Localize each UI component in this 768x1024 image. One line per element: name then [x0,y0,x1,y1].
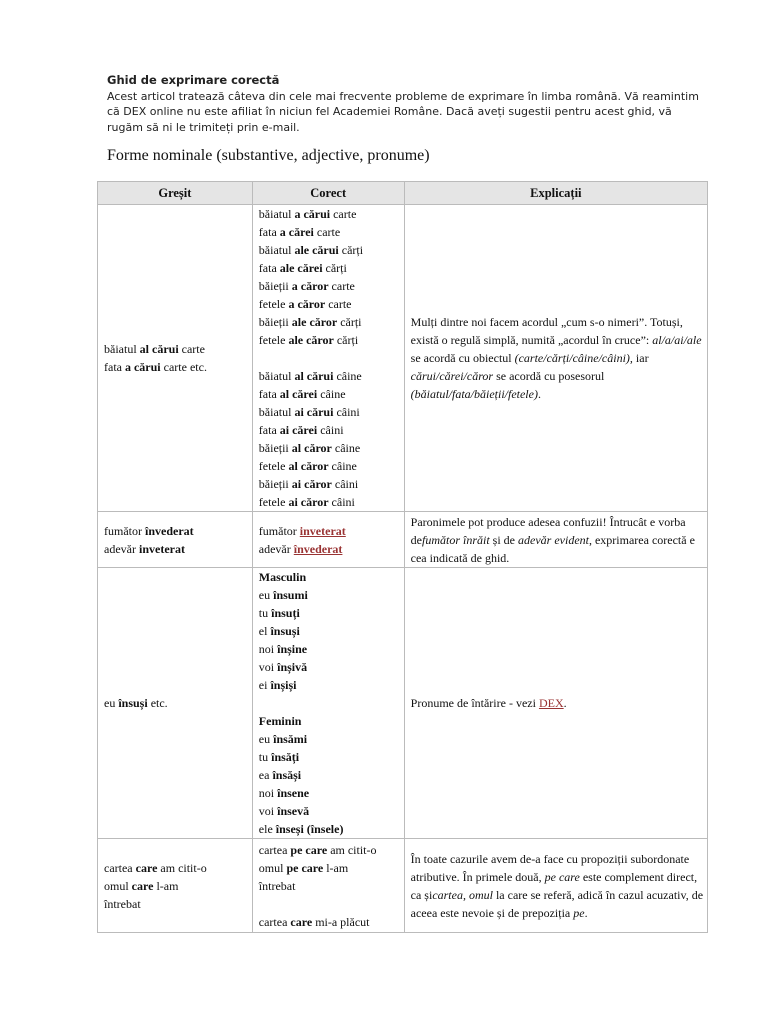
page-title: Ghid de exprimare corectă [107,73,280,87]
masculin-heading: Masculin [258,570,307,584]
gresit-line: băiatul al cărui carte [104,342,205,356]
explanation-text: Pronume de întărire - vezi DEX. [410,696,567,710]
corect-line: fata a cărei carte [258,225,341,239]
explanation-text: În toate cazurile avem de-a face cu propoziții subordonate atributive. În primele două, pe care este complement direct, ca șicartea, omul la care se referă, adică în cazul acuzativ, de aceea este nevoie și de prepoziția pe. [410,851,704,920]
corect-line: băieții al căror câine [258,441,361,455]
table-row [98,205,708,512]
column-header-gresit: Greșit [98,182,253,205]
gresit-line: omul care l-am [104,878,179,893]
dex-link[interactable]: DEX [538,696,564,710]
corect-line: fetele a căror carte [258,297,352,311]
gresit-line: eu însuși etc. [104,696,168,710]
table-row [98,839,708,933]
corect-line: eu însămi [258,732,308,746]
corect-line: fetele al căror câine [258,459,357,473]
cell-explicatii [404,205,707,512]
corect-line: noi însene [258,786,310,800]
intro-paragraph: Acest articol tratează câteva din cele mai frecvente probleme de exprimare în limba română. Vă reamintim că DEX online nu este afiliat în niciun fel Academiei Române. Dacă aveți sugestii pentru acest ghid, vă rugăm să ni le trimiteți prin e-mail. [107,89,699,134]
corect-line: ele înseși (însele) [258,822,344,836]
corect-line: voi însevă [258,804,310,818]
cell-explicatii [404,839,707,933]
corect-line: întrebat [258,878,296,893]
corect-line: tu însuți [258,606,300,620]
gresit-line: cartea care am citit-o [104,860,207,875]
gresit-line: fata a cărui carte etc. [104,360,207,374]
cell-gresit [98,839,253,933]
table-row [98,568,708,839]
corect-line: omul pe care l-am [258,860,349,875]
link-invederat[interactable]: învederat [293,541,343,556]
cell-corect [252,839,404,933]
corect-line: băieții ale căror cărți [258,315,362,329]
corect-line: noi înșine [258,642,308,656]
corect-line: cartea care mi-a plăcut [258,914,370,929]
cell-explicatii [404,512,707,568]
gresit-line: adevăr inveterat [104,541,185,556]
corect-line: eu însumi [258,588,308,602]
corect-line: fetele ai căror câini [258,495,355,509]
corect-line: băiatul ale cărui cărți [258,243,364,257]
cell-gresit [98,205,253,512]
corect-line: el însuși [258,624,300,638]
corect-line: băiatul ai cărui câini [258,405,360,419]
corect-line: fata ale cărei cărți [258,261,347,275]
explanation-text: Mulți dintre noi facem acordul „cum s-o nimeri”. Totuși, există o regulă simplă, numită „acordul în cruce”: al/a/ai/ale se acordă cu obiectul (carte/cărți/câine/câini), iar cărui/cărei/căror se acordă cu posesorul (băiatul/fata/băieții/fetele). [410,315,702,401]
corect-line: băiatul a cărui carte [258,207,357,221]
corect-line: tu însăți [258,750,300,764]
column-header-corect: Corect [252,182,404,205]
cell-explicatii [404,568,707,839]
corect-line: fata ai cărei câini [258,423,344,437]
gresit-line: fumător învederat [104,523,194,538]
gresit-line: întrebat [104,896,141,911]
corect-line: ei înșiși [258,678,297,692]
corect-line: voi înșivă [258,660,308,674]
corect-line: cartea pe care am citit-o [258,842,377,857]
corect-line: ea însăși [258,768,302,782]
corect-line: băiatul al cărui câine [258,369,362,383]
cell-gresit [98,512,253,568]
section-title: Forme nominale (substantive, adjective, pronume) [107,147,430,164]
link-inveterat[interactable]: inveterat [299,523,346,538]
grammar-table [97,181,708,933]
explanation-text: Paronimele pot produce adesea confuzii! Întrucât e vorba defumător înrăit și de adevăr evident, exprimarea corectă e cea indicată de ghid. [410,514,695,565]
cell-corect [252,205,404,512]
cell-corect [252,512,404,568]
corect-line: băieții a căror carte [258,279,355,293]
corect-line: adevăr învederat [258,541,343,556]
cell-gresit [98,568,253,839]
article-header [107,73,707,135]
table-row [98,512,708,568]
cell-corect [252,568,404,839]
corect-line: fumător inveterat [258,523,346,538]
column-header-explicatii: Explicații [404,182,707,205]
table-header-row [98,182,708,205]
corect-line: fata al cărei câine [258,387,346,401]
corect-line: băieții ai căror câini [258,477,359,491]
feminin-heading: Feminin [258,714,302,728]
corect-line: fetele ale căror cărți [258,333,359,347]
